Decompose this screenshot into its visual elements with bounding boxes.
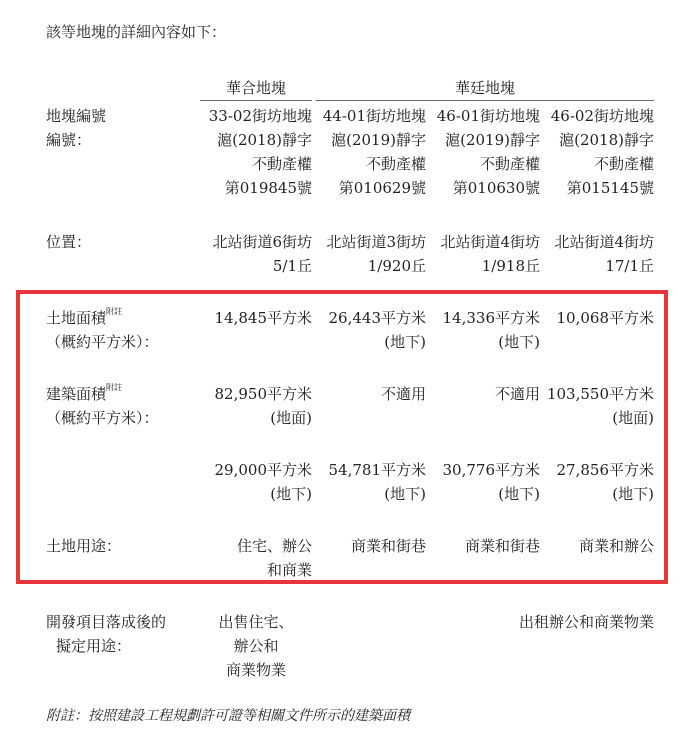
cell-line: 5/1丘 xyxy=(272,257,312,275)
cell-line: 不動產權 xyxy=(593,155,654,173)
label-location: 位置： xyxy=(46,233,92,251)
label-line: 擬定用途： xyxy=(56,637,132,655)
group-rule-huahe xyxy=(200,100,312,101)
label-line: 編號： xyxy=(46,131,92,149)
cell-line: 不動產權 xyxy=(365,155,426,173)
cell-line: 第010629號 xyxy=(338,179,426,197)
label-land-use: 土地用途： xyxy=(46,537,122,555)
cell-line: 不動產權 xyxy=(251,155,312,173)
cell-line: 滬(2018)靜字 xyxy=(217,131,312,149)
cell-line: 辦公和 xyxy=(233,637,279,655)
cell-line: (地下) xyxy=(270,485,312,503)
cell-line: 滬(2019)靜字 xyxy=(331,131,426,149)
lot-no-col3 xyxy=(430,104,540,200)
intro-text: 該等地塊的詳細內容如下： xyxy=(46,23,227,41)
cell-line: 27,856平方米 xyxy=(556,461,654,479)
cell-line: 不適用 xyxy=(494,385,540,403)
land-area-col4 xyxy=(544,306,654,330)
cell-line: 103,550平方米 xyxy=(546,385,654,403)
gfa-above-col2 xyxy=(316,382,426,406)
cell-line: 1/920丘 xyxy=(367,257,426,275)
land-use-col1 xyxy=(200,534,312,582)
cell-line: 滬(2019)靜字 xyxy=(445,131,540,149)
label-gfa xyxy=(46,382,216,430)
gfa-above-col1 xyxy=(200,382,312,430)
gfa-below-col1 xyxy=(200,458,312,506)
label-line: （概約平方米）： xyxy=(46,409,159,427)
land-area-col3 xyxy=(430,306,540,354)
cell-line: 不適用 xyxy=(380,385,426,403)
cell-line: 不動產權 xyxy=(479,155,540,173)
cell-line: 14,845平方米 xyxy=(214,309,312,327)
cell-line: 17/1丘 xyxy=(605,257,654,275)
cell-line: 第019845號 xyxy=(224,179,312,197)
cell-line: 14,336平方米 xyxy=(442,309,540,327)
group-header-huating: 華廷地塊 xyxy=(454,79,515,97)
cell-line: 住宅、辦公 xyxy=(236,537,312,555)
cell-line: 30,776平方米 xyxy=(442,461,540,479)
label-land-area xyxy=(46,306,216,354)
gfa-below-col4 xyxy=(544,458,654,506)
location-col2 xyxy=(316,230,426,278)
location-col3 xyxy=(430,230,540,278)
label-lot-no xyxy=(46,104,216,152)
cell-line: 10,068平方米 xyxy=(556,309,654,327)
cell-line: 46-01街坊地塊 xyxy=(436,107,540,125)
cell-line: 第015145號 xyxy=(566,179,654,197)
footnote-marker: 附註 xyxy=(106,307,123,316)
cell-line: 商業和街巷 xyxy=(350,537,426,555)
cell-line: 滬(2018)靜字 xyxy=(559,131,654,149)
lot-no-col4 xyxy=(544,104,654,200)
cell-line: (地下) xyxy=(384,333,426,351)
intended-use-col1 xyxy=(200,610,312,682)
lot-no-col1 xyxy=(200,104,312,200)
cell-line: 商業和街巷 xyxy=(464,537,540,555)
lot-no-col2 xyxy=(316,104,426,200)
cell-line: 北站街道4街坊 xyxy=(554,233,654,251)
cell-line: 26,443平方米 xyxy=(328,309,426,327)
cell-line: (地面) xyxy=(612,409,654,427)
label-line: 地塊編號 xyxy=(46,107,107,125)
footnote-marker: 附註 xyxy=(106,383,123,392)
cell-line: 商業物業 xyxy=(225,661,286,679)
intended-use-huating: 出租辦公和商業物業 xyxy=(518,613,654,631)
cell-line: 和商業 xyxy=(266,561,312,579)
cell-line: 46-02街坊地塊 xyxy=(550,107,654,125)
cell-line: (地面) xyxy=(270,409,312,427)
group-header-huahe: 華合地塊 xyxy=(225,79,286,97)
cell-line: 44-01街坊地塊 xyxy=(322,107,426,125)
label-line: 建築面積$^{附註}$ xyxy=(46,383,123,403)
gfa-above-col3 xyxy=(430,382,540,406)
location-col4 xyxy=(544,230,654,278)
cell-line: 商業和辦公 xyxy=(578,537,654,555)
cell-line: (地下) xyxy=(384,485,426,503)
land-use-col3 xyxy=(430,534,540,558)
land-use-col2 xyxy=(316,534,426,558)
gfa-above-col4 xyxy=(544,382,654,430)
cell-line: 1/918丘 xyxy=(481,257,540,275)
label-line: 土地面積$^{附註}$ xyxy=(46,307,123,327)
cell-line: 北站街道3街坊 xyxy=(326,233,426,251)
group-rule-huating xyxy=(316,100,654,101)
cell-line: (地下) xyxy=(612,485,654,503)
cell-line: (地下) xyxy=(498,485,540,503)
cell-line: 54,781平方米 xyxy=(328,461,426,479)
cell-line: 第010630號 xyxy=(452,179,540,197)
land-area-col1 xyxy=(200,306,312,330)
land-area-col2 xyxy=(316,306,426,354)
location-col1 xyxy=(200,230,312,278)
label-line: 開發項目落成後的 xyxy=(46,613,167,631)
footnote: 附註：按照建設工程規劃許可證等相關文件所示的建築面積 xyxy=(46,708,410,724)
label-intended-use xyxy=(46,610,216,658)
cell-line: 北站街道6街坊 xyxy=(212,233,312,251)
gfa-below-col2 xyxy=(316,458,426,506)
gfa-below-col3 xyxy=(430,458,540,506)
land-use-col4 xyxy=(544,534,654,558)
cell-line: (地下) xyxy=(498,333,540,351)
cell-line: 北站街道4街坊 xyxy=(440,233,540,251)
label-line: （概約平方米）： xyxy=(46,333,159,351)
cell-line: 出售住宅、 xyxy=(218,613,294,631)
cell-line: 29,000平方米 xyxy=(214,461,312,479)
cell-line: 82,950平方米 xyxy=(214,385,312,403)
cell-line: 33-02街坊地塊 xyxy=(208,107,312,125)
